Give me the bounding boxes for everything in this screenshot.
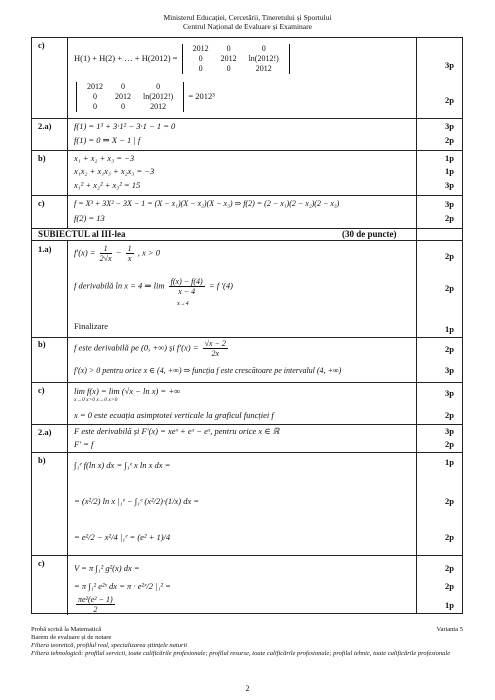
footer-variant: Varianta 5 (436, 626, 463, 633)
formula: F′ = f (74, 439, 94, 449)
points: 3p (445, 180, 454, 190)
points: 1p (445, 457, 454, 467)
formula: V = π ∫₁² g²(x) dx = (74, 563, 140, 573)
points: 3p (445, 121, 454, 131)
points: 2p (445, 532, 454, 542)
points: 2p (445, 563, 454, 573)
points: 2p (445, 283, 454, 293)
row-label: b) (38, 339, 46, 349)
formula: = e²/2 − x²/4 |₁ᵉ = (e² + 1)/4 (74, 532, 171, 542)
points: 1p (445, 324, 454, 334)
points: 3p (445, 388, 454, 398)
footer-line-2: Barem de evaluare și de notare (31, 634, 112, 641)
points: 2p (445, 251, 454, 261)
row-label: c) (38, 198, 45, 208)
row-label: 2.a) (38, 121, 52, 131)
row-part3-1b (32, 336, 462, 383)
points: 2p (445, 410, 454, 420)
footer-line-3: Filiera teoretică, profilul real, specializarea științele naturii (31, 642, 188, 649)
row-label: 1.a) (38, 244, 52, 254)
row-label: 2.a) (38, 427, 52, 437)
row-label: b) (38, 153, 46, 163)
row-part2-2c (32, 195, 462, 229)
points: 2p (445, 344, 454, 354)
points: 1p (445, 166, 454, 176)
points: 3p (445, 199, 454, 209)
points: 2p (445, 213, 454, 223)
points: 2p (445, 496, 454, 506)
matrix: 2012 0 0 0 2012 ln(2012!) 0 0 2012 (182, 44, 290, 74)
formula: x₁² + x₂² + x₃² = 15 (74, 180, 141, 190)
formula: $\frac{\text{πe²(e² − 1)}}{2}$ (78, 595, 113, 614)
formula: x = 0 este ecuația asimptotei verticale la graficul funcției f (74, 410, 274, 420)
row-label: c) (38, 40, 45, 50)
points: 1p (445, 153, 454, 163)
row-part3-1c (32, 382, 462, 425)
formula: f(1) = 0 ⇒ X − 1 | f (74, 135, 141, 145)
limit-line: f derivabilă în x = 4 ⇒ lim $\frac{f(x) - f(4)}{x - 4}$ = f ′(4) (74, 277, 233, 296)
row-label: c) (38, 558, 45, 568)
limit-subscript: x→4 (177, 301, 189, 307)
row-part2-2b (32, 150, 462, 196)
formula: f(2) = 13 (74, 213, 105, 223)
section-title: SUBIECTUL al III-lea (38, 229, 126, 239)
formula: x₁x₂ + x₁x₃ + x₂x₃ = −3 (74, 166, 155, 176)
formula: f′(x) > 0 pentru orice x ∈ (4, +∞) ⇒ funcția f este crescătoare pe intervalul (4, +∞) (74, 366, 342, 375)
formula: f este derivabilă pe (0, +∞) și f′(x) = $\frac{√x - 2}{2x}$ (74, 339, 226, 358)
points: 1p (445, 600, 454, 610)
row-label: b) (38, 455, 46, 465)
row-part3-1a (32, 240, 462, 338)
matrix-sum-line: H(1) + H(2) + … + H(2012) = 2012 0 0 0 2012 ln(2012!) 0 0 2012 (74, 44, 292, 74)
section-header (32, 228, 462, 240)
derivative-line: f′(x) = $\frac{1}{2√x}$ − $\frac{1}{x}$ , x > 0 (74, 244, 160, 263)
row-label: c) (38, 385, 45, 395)
points: 3p (445, 60, 454, 70)
row-part3-2c (32, 555, 462, 615)
formula: lim f(x) = lim (√x − ln x) = +∞ (74, 386, 181, 396)
formula: ∫₁ᵉ f(ln x) dx = ∫₁ᵉ x ln x dx = (74, 460, 171, 470)
points: 2p (445, 439, 454, 449)
footer-line-1 (31, 626, 463, 634)
page-number: 2 (245, 684, 250, 693)
section-points: (30 de puncte) (342, 229, 397, 239)
points: 2p (445, 95, 454, 105)
points: 3p (445, 426, 454, 436)
points: 2p (445, 135, 454, 145)
row-part2-c (32, 38, 462, 119)
formula: x₁ + x₂ + x₃ = −3 (74, 153, 135, 163)
header-center: Centrul Național de Evaluare și Examinare (183, 22, 312, 31)
formula: f(1) = 1³ + 3·1² − 3·1 − 1 = 0 (74, 121, 176, 131)
formula: Finalizare (74, 321, 108, 331)
footer-line-4: Filiera tehnologică: profilul servicii, toate calificările profesionale; profilul resurse, toate calificările profesionale; profilul tehnic, toate calificările profesionale (31, 650, 451, 657)
row-part2-2a (32, 118, 462, 151)
formula: = (x²/2) ln x |₁ᵉ − ∫₁ᵉ (x²/2)·(1/x) dx = (74, 496, 200, 506)
points: 3p (445, 365, 454, 375)
limit-subscript: x→0 x>0 x→0 x>0 (74, 397, 118, 403)
points: 2p (445, 581, 454, 591)
header-ministry: Ministerul Educației, Cercetării, Tineretului și Sportului (163, 13, 332, 22)
grading-table (31, 37, 463, 614)
determinant-line: 2012 0 0 0 2012 ln(2012!) 0 0 2012 = 2012³ (74, 82, 215, 112)
determinant: 2012 0 0 0 2012 ln(2012!) 0 0 2012 (76, 82, 184, 112)
formula: f = X³ + 3X² − 3X − 1 = (X − x₁)(X − x₂)(X − x₃) ⇒ f(2) = (2 − x₁)(2 − x₂)(2 − x₃) (74, 199, 340, 208)
footer-exam: Probă scrisă la Matematică (31, 626, 102, 633)
formula: = π ∫₁² e²ˣ dx = π · e²ˣ/2 |₁² = (74, 581, 171, 591)
row-part3-2b (32, 452, 462, 556)
row-part3-2a (32, 424, 462, 453)
formula: F este derivabilă și F′(x) = xeˣ + eˣ − eˣ, pentru orice x ∈ ℝ (74, 426, 280, 436)
